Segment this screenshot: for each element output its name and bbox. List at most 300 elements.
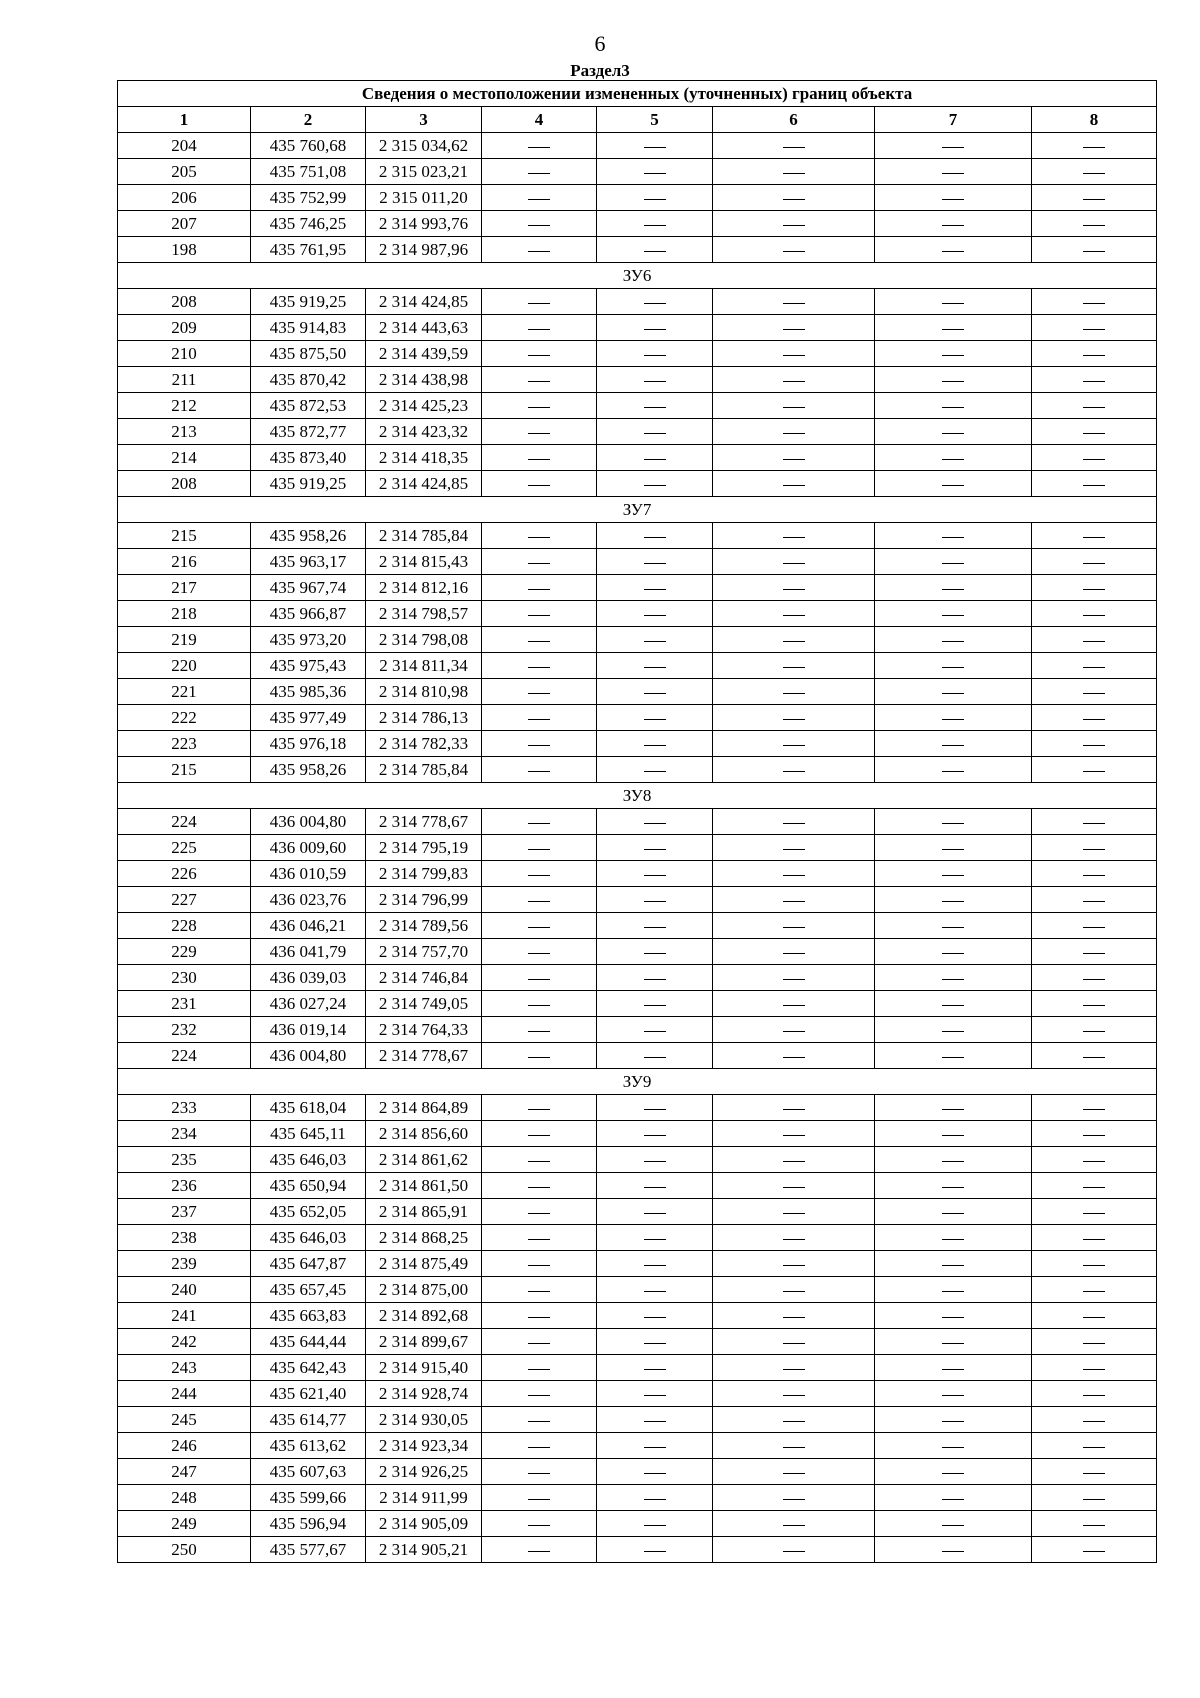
dash-mark [942,537,964,538]
dash-mark [644,849,666,850]
dash-mark [644,1265,666,1266]
empty-value-cell [875,575,1032,601]
y-coordinate-cell: 2 314 915,40 [366,1355,482,1381]
empty-value-cell [713,887,875,913]
empty-value-cell [1032,1043,1157,1069]
empty-value-cell [1032,861,1157,887]
empty-value-cell [1032,549,1157,575]
point-number-cell: 231 [118,991,251,1017]
dash-mark [783,1291,805,1292]
dash-mark [528,563,550,564]
dash-mark [1083,1135,1105,1136]
y-coordinate-cell: 2 314 782,33 [366,731,482,757]
empty-value-cell [482,1303,597,1329]
empty-value-cell [713,367,875,393]
empty-value-cell [482,523,597,549]
dash-mark [528,1317,550,1318]
dash-mark [942,875,964,876]
table-row [118,1017,1157,1043]
dash-mark [942,745,964,746]
dash-mark [644,1109,666,1110]
land-plot-label: ЗУ6 [118,263,1157,289]
empty-value-cell [713,757,875,783]
dash-mark [1083,901,1105,902]
empty-value-cell [482,601,597,627]
dash-mark [644,251,666,252]
dash-mark [1083,667,1105,668]
group-header-row [118,1069,1157,1095]
empty-value-cell [597,315,713,341]
y-coordinate-cell: 2 314 892,68 [366,1303,482,1329]
empty-value-cell [1032,315,1157,341]
empty-value-cell [875,1043,1032,1069]
table-row [118,861,1157,887]
empty-value-cell [875,393,1032,419]
empty-value-cell [875,835,1032,861]
table-row [118,1251,1157,1277]
dash-mark [528,303,550,304]
y-coordinate-cell: 2 315 034,62 [366,133,482,159]
y-coordinate-cell: 2 314 856,60 [366,1121,482,1147]
empty-value-cell [597,159,713,185]
empty-value-cell [1032,445,1157,471]
empty-value-cell [875,1485,1032,1511]
dash-mark [942,381,964,382]
empty-value-cell [1032,1329,1157,1355]
table-row [118,1511,1157,1537]
dash-mark [528,537,550,538]
empty-value-cell [482,861,597,887]
dash-mark [783,1369,805,1370]
point-number-cell: 215 [118,523,251,549]
dash-mark [783,1161,805,1162]
empty-value-cell [713,1485,875,1511]
dash-mark [783,1109,805,1110]
dash-mark [528,1135,550,1136]
empty-value-cell [1032,965,1157,991]
empty-value-cell [482,341,597,367]
table-row [118,211,1157,237]
dash-mark [528,1239,550,1240]
column-header: 3 [366,107,482,133]
empty-value-cell [597,549,713,575]
empty-value-cell [875,1095,1032,1121]
table-row [118,1459,1157,1485]
empty-value-cell [875,1407,1032,1433]
empty-value-cell [875,705,1032,731]
empty-value-cell [482,653,597,679]
table-row [118,159,1157,185]
dash-mark [528,953,550,954]
dash-mark [1083,1369,1105,1370]
empty-value-cell [875,1511,1032,1537]
dash-mark [783,1265,805,1266]
y-coordinate-cell: 2 314 875,49 [366,1251,482,1277]
empty-value-cell [482,185,597,211]
dash-mark [942,173,964,174]
empty-value-cell [1032,1511,1157,1537]
table-row [118,705,1157,731]
empty-value-cell [713,835,875,861]
dash-mark [1083,329,1105,330]
dash-mark [783,823,805,824]
empty-value-cell [713,861,875,887]
table-row [118,939,1157,965]
point-number-cell: 209 [118,315,251,341]
empty-value-cell [482,1277,597,1303]
x-coordinate-cell: 435 760,68 [251,133,366,159]
empty-value-cell [597,1381,713,1407]
empty-value-cell [713,1537,875,1563]
empty-value-cell [597,939,713,965]
dash-mark [1083,641,1105,642]
empty-value-cell [482,1511,597,1537]
dash-mark [942,199,964,200]
y-coordinate-cell: 2 314 786,13 [366,705,482,731]
dash-mark [528,1109,550,1110]
point-number-cell: 225 [118,835,251,861]
dash-mark [783,1317,805,1318]
empty-value-cell [875,185,1032,211]
table-row [118,393,1157,419]
empty-value-cell [597,1225,713,1251]
dash-mark [942,251,964,252]
empty-value-cell [482,913,597,939]
dash-mark [942,1239,964,1240]
dash-mark [942,1265,964,1266]
empty-value-cell [482,1199,597,1225]
point-number-cell: 211 [118,367,251,393]
empty-value-cell [597,419,713,445]
x-coordinate-cell: 435 752,99 [251,185,366,211]
point-number-cell: 222 [118,705,251,731]
empty-value-cell [713,133,875,159]
dash-mark [783,1213,805,1214]
empty-value-cell [597,913,713,939]
empty-value-cell [597,1485,713,1511]
table-row [118,809,1157,835]
empty-value-cell [1032,471,1157,497]
dash-mark [783,537,805,538]
empty-value-cell [713,1121,875,1147]
table-row [118,1433,1157,1459]
section-title: Раздел3 [570,61,630,80]
dash-mark [1083,771,1105,772]
dash-mark [644,1135,666,1136]
table-row [118,1355,1157,1381]
dash-mark [1083,407,1105,408]
y-coordinate-cell: 2 314 418,35 [366,445,482,471]
point-number-cell: 204 [118,133,251,159]
group-header-row [118,497,1157,523]
empty-value-cell [875,965,1032,991]
dash-mark [1083,615,1105,616]
y-coordinate-cell: 2 314 778,67 [366,809,482,835]
x-coordinate-cell: 436 004,80 [251,809,366,835]
empty-value-cell [1032,1537,1157,1563]
x-coordinate-cell: 435 914,83 [251,315,366,341]
dash-mark [528,459,550,460]
dash-mark [942,927,964,928]
dash-mark [942,355,964,356]
table-row [118,887,1157,913]
x-coordinate-cell: 435 645,11 [251,1121,366,1147]
empty-value-cell [713,1433,875,1459]
dash-mark [1083,537,1105,538]
empty-value-cell [713,965,875,991]
dash-mark [644,719,666,720]
dash-mark [942,1369,964,1370]
y-coordinate-cell: 2 314 425,23 [366,393,482,419]
table-row [118,367,1157,393]
empty-value-cell [1032,679,1157,705]
y-coordinate-cell: 2 314 930,05 [366,1407,482,1433]
empty-value-cell [875,1017,1032,1043]
dash-mark [783,381,805,382]
x-coordinate-cell: 435 966,87 [251,601,366,627]
empty-value-cell [713,1355,875,1381]
dash-mark [644,1239,666,1240]
empty-value-cell [1032,1095,1157,1121]
y-coordinate-cell: 2 314 905,09 [366,1511,482,1537]
dash-mark [783,1499,805,1500]
empty-value-cell [1032,1303,1157,1329]
empty-value-cell [482,1251,597,1277]
point-number-cell: 234 [118,1121,251,1147]
empty-value-cell [1032,1277,1157,1303]
empty-value-cell [875,731,1032,757]
table-row [118,575,1157,601]
dash-mark [528,1291,550,1292]
empty-value-cell [875,1355,1032,1381]
point-number-cell: 221 [118,679,251,705]
dash-mark [528,381,550,382]
point-number-cell: 210 [118,341,251,367]
y-coordinate-cell: 2 314 905,21 [366,1537,482,1563]
empty-value-cell [482,445,597,471]
table-row [118,1407,1157,1433]
empty-value-cell [875,211,1032,237]
table-row [118,627,1157,653]
empty-value-cell [875,601,1032,627]
point-number-cell: 235 [118,1147,251,1173]
x-coordinate-cell: 435 963,17 [251,549,366,575]
dash-mark [1083,1343,1105,1344]
empty-value-cell [597,1173,713,1199]
empty-value-cell [1032,1407,1157,1433]
column-header: 2 [251,107,366,133]
dash-mark [942,433,964,434]
dash-mark [1083,147,1105,148]
dash-mark [644,1213,666,1214]
y-coordinate-cell: 2 314 789,56 [366,913,482,939]
empty-value-cell [597,887,713,913]
table-row [118,1199,1157,1225]
empty-value-cell [597,679,713,705]
empty-value-cell [875,1199,1032,1225]
table-row [118,471,1157,497]
empty-value-cell [713,419,875,445]
y-coordinate-cell: 2 314 865,91 [366,1199,482,1225]
empty-value-cell [1032,289,1157,315]
table-row [118,185,1157,211]
y-coordinate-cell: 2 314 746,84 [366,965,482,991]
y-coordinate-cell: 2 314 899,67 [366,1329,482,1355]
empty-value-cell [713,601,875,627]
empty-value-cell [875,445,1032,471]
x-coordinate-cell: 435 642,43 [251,1355,366,1381]
empty-value-cell [1032,1225,1157,1251]
empty-value-cell [1032,211,1157,237]
empty-value-cell [482,965,597,991]
empty-value-cell [875,991,1032,1017]
dash-mark [644,1447,666,1448]
dash-mark [783,1135,805,1136]
dash-mark [942,1005,964,1006]
x-coordinate-cell: 435 875,50 [251,341,366,367]
empty-value-cell [713,1095,875,1121]
point-number-cell: 228 [118,913,251,939]
table-body [118,133,1157,1563]
empty-value-cell [482,471,597,497]
dash-mark [644,1369,666,1370]
dash-mark [783,147,805,148]
point-number-cell: 248 [118,1485,251,1511]
empty-value-cell [713,211,875,237]
empty-value-cell [1032,809,1157,835]
empty-value-cell [713,185,875,211]
dash-mark [528,329,550,330]
empty-value-cell [875,1147,1032,1173]
dash-mark [528,745,550,746]
empty-value-cell [713,809,875,835]
dash-mark [942,225,964,226]
empty-value-cell [1032,1485,1157,1511]
empty-value-cell [482,419,597,445]
x-coordinate-cell: 435 646,03 [251,1147,366,1173]
point-number-cell: 233 [118,1095,251,1121]
dash-mark [942,459,964,460]
empty-value-cell [482,1485,597,1511]
land-plot-label: ЗУ8 [118,783,1157,809]
dash-mark [644,1499,666,1500]
empty-value-cell [597,1017,713,1043]
table-row [118,1485,1157,1511]
x-coordinate-cell: 436 004,80 [251,1043,366,1069]
empty-value-cell [1032,523,1157,549]
empty-value-cell [1032,887,1157,913]
empty-value-cell [713,1225,875,1251]
dash-mark [528,251,550,252]
point-number-cell: 238 [118,1225,251,1251]
empty-value-cell [597,1459,713,1485]
dash-mark [644,1551,666,1552]
empty-value-cell [875,1459,1032,1485]
empty-value-cell [713,1329,875,1355]
empty-value-cell [1032,1459,1157,1485]
dash-mark [783,693,805,694]
empty-value-cell [875,1277,1032,1303]
empty-value-cell [482,133,597,159]
dash-mark [942,667,964,668]
empty-value-cell [482,887,597,913]
empty-value-cell [482,1381,597,1407]
table-row [118,757,1157,783]
dash-mark [528,485,550,486]
y-coordinate-cell: 2 314 861,50 [366,1173,482,1199]
y-coordinate-cell: 2 314 778,67 [366,1043,482,1069]
empty-value-cell [713,575,875,601]
y-coordinate-cell: 2 314 923,34 [366,1433,482,1459]
empty-value-cell [713,1459,875,1485]
dash-mark [1083,1525,1105,1526]
empty-value-cell [597,835,713,861]
empty-value-cell [482,1173,597,1199]
point-number-cell: 198 [118,237,251,263]
dash-mark [1083,927,1105,928]
dash-mark [528,1057,550,1058]
point-number-cell: 213 [118,419,251,445]
dash-mark [644,641,666,642]
boundary-coordinates-table [117,80,1157,1563]
dash-mark [783,407,805,408]
empty-value-cell [482,575,597,601]
dash-mark [783,485,805,486]
table-row [118,679,1157,705]
x-coordinate-cell: 436 023,76 [251,887,366,913]
x-coordinate-cell: 435 614,77 [251,1407,366,1433]
x-coordinate-cell: 436 019,14 [251,1017,366,1043]
empty-value-cell [1032,185,1157,211]
empty-value-cell [1032,705,1157,731]
dash-mark [942,147,964,148]
empty-value-cell [597,185,713,211]
dash-mark [1083,953,1105,954]
dash-mark [942,1447,964,1448]
table-row [118,1537,1157,1563]
dash-mark [942,1291,964,1292]
empty-value-cell [1032,575,1157,601]
empty-value-cell [1032,1355,1157,1381]
x-coordinate-cell: 435 870,42 [251,367,366,393]
x-coordinate-cell: 436 010,59 [251,861,366,887]
x-coordinate-cell: 435 958,26 [251,523,366,549]
dash-mark [1083,823,1105,824]
dash-mark [644,225,666,226]
x-coordinate-cell: 435 873,40 [251,445,366,471]
dash-mark [644,199,666,200]
dash-mark [783,355,805,356]
dash-mark [942,1473,964,1474]
table-row [118,1277,1157,1303]
dash-mark [942,1187,964,1188]
empty-value-cell [875,1381,1032,1407]
y-coordinate-cell: 2 314 795,19 [366,835,482,861]
dash-mark [942,849,964,850]
empty-value-cell [482,1017,597,1043]
dash-mark [644,875,666,876]
y-coordinate-cell: 2 314 798,08 [366,627,482,653]
dash-mark [942,1109,964,1110]
empty-value-cell [875,1303,1032,1329]
dash-mark [783,303,805,304]
empty-value-cell [713,1303,875,1329]
point-number-cell: 242 [118,1329,251,1355]
empty-value-cell [1032,367,1157,393]
y-coordinate-cell: 2 314 764,33 [366,1017,482,1043]
empty-value-cell [482,1433,597,1459]
x-coordinate-cell: 435 607,63 [251,1459,366,1485]
